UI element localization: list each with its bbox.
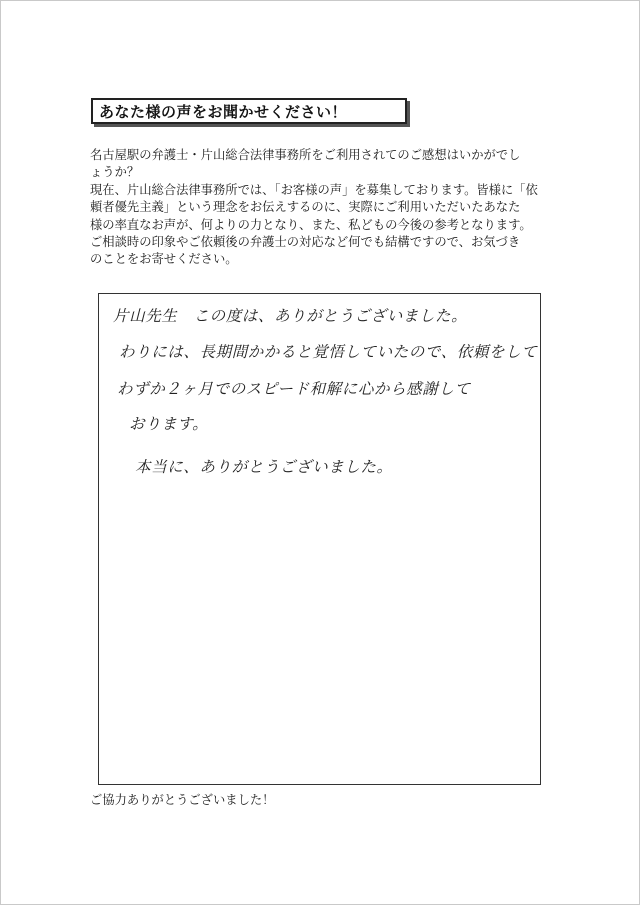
- intro-line: 名古屋駅の弁護士・片山総合法律事務所をご利用されてのご感想はいかがでし: [90, 148, 521, 162]
- intro-text: [90, 147, 560, 269]
- footer-thanks: ご協力ありがとうございました！: [90, 793, 275, 807]
- handwritten-line: わずか２ヶ月でのスピード和解に心から感謝して: [117, 380, 471, 398]
- intro-line: 様の率直なお声が、何よりの力となり、また、私どもの今後の参考となります。: [90, 217, 532, 232]
- intro-line: ょうか？: [90, 165, 140, 180]
- intro-line: 頼者優先主義」という理念をお伝えするのに、実際にご利用いただいたあなた: [90, 200, 521, 215]
- section-title: あなた様の声をお聞かせください！: [91, 98, 407, 124]
- intro-line: 現在、片山総合法律事務所では、「お客様の声」を募集しております。皆様に「依: [90, 182, 538, 197]
- handwritten-line: わりには、長期間かかると覚悟していたので、依頼をして: [119, 343, 538, 361]
- intro-line: のことをお寄せください。: [90, 252, 238, 267]
- handwritten-comment-box: [98, 293, 541, 785]
- handwritten-line: 片山先生 この度は、ありがとうございました。: [113, 307, 468, 325]
- handwritten-line: おります。: [129, 415, 209, 433]
- intro-line: ご相談時の印象やご依頼後の弁護士の対応など何でも結構ですので、お気づき: [90, 235, 521, 250]
- handwritten-line: 本当に、ありがとうございました。: [135, 458, 393, 476]
